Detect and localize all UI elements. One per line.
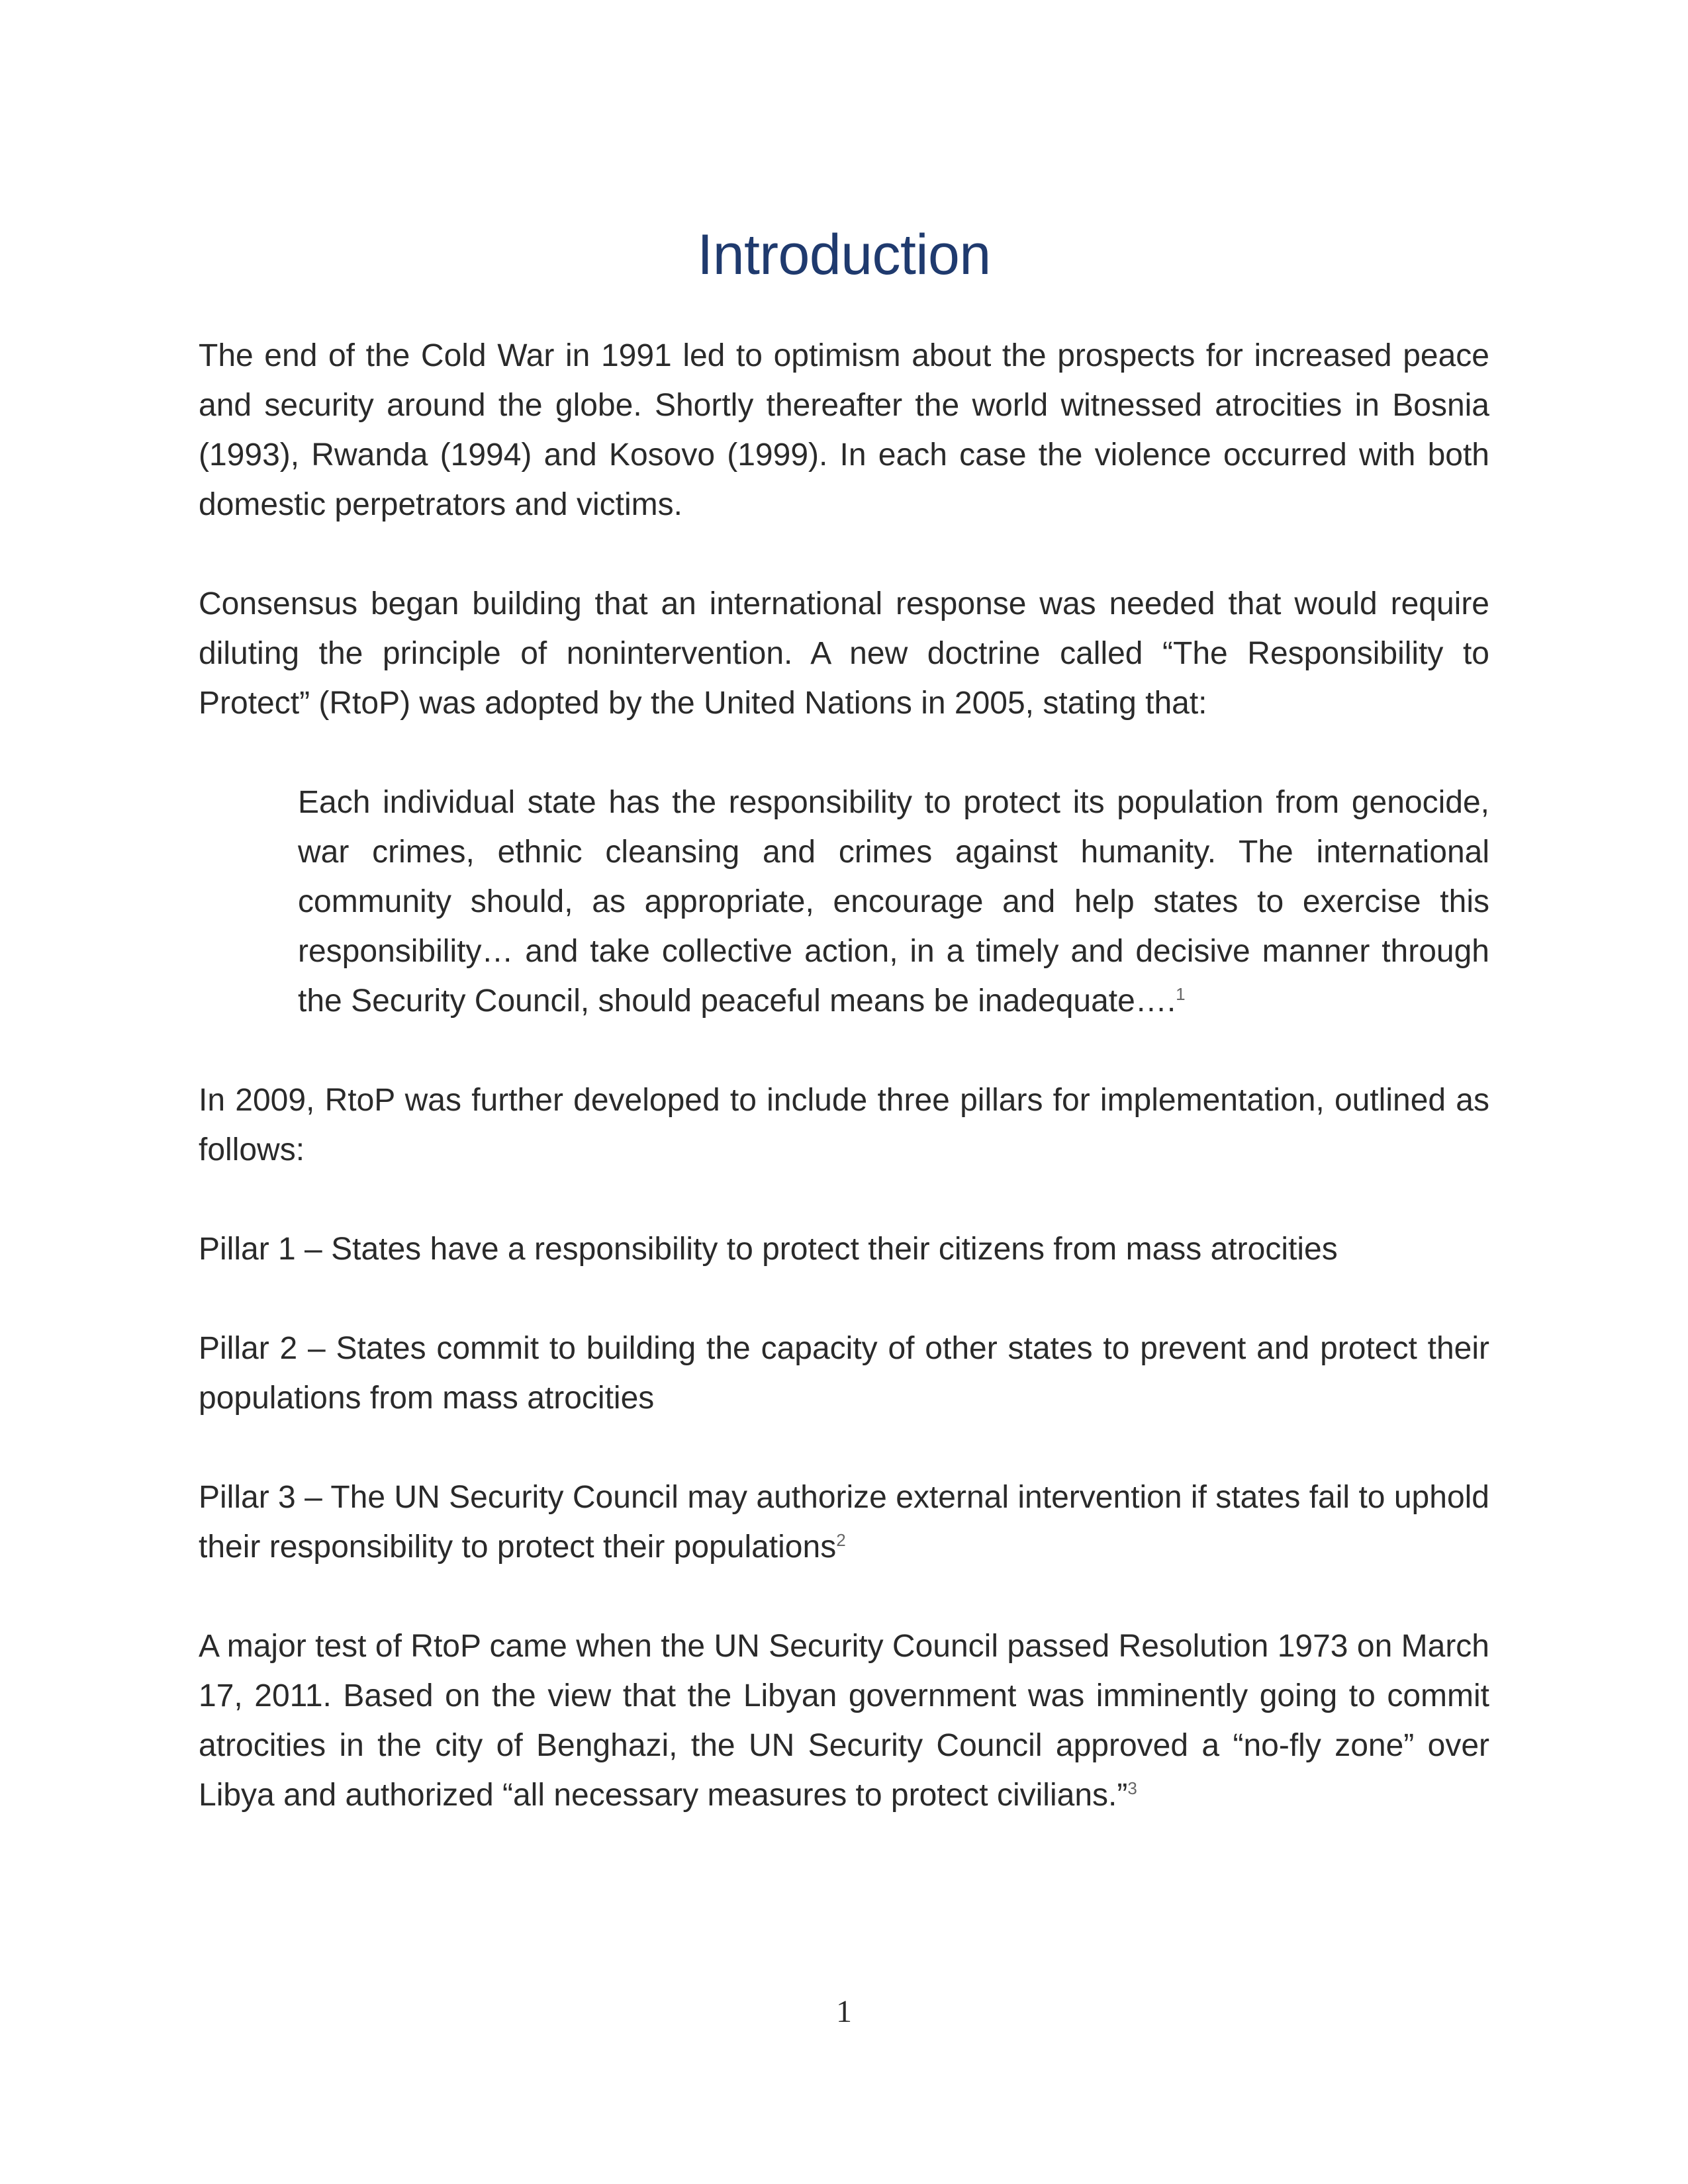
block-quote xyxy=(298,778,1489,1026)
page-number: 1 xyxy=(836,1994,852,2029)
page-title: Introduction xyxy=(697,223,991,287)
paragraph-libya xyxy=(199,1621,1489,1820)
paragraph-intro xyxy=(199,331,1489,529)
paragraph-consensus xyxy=(199,579,1489,728)
paragraph-pillars-intro-text: In 2009, RtoP was further developed to include three pillars for implementation, outlined as follows: xyxy=(199,1083,1489,1167)
pillar-3-text: Pillar 3 – The UN Security Council may authorize external intervention if states fail to uphold their responsibility to protect their populations xyxy=(199,1480,1489,1565)
paragraph-intro-text: The end of the Cold War in 1991 led to optimism about the prospects for increased peace and security around the globe. Shortly thereafter the world witnessed atrocities in Bosnia (1993), Rwanda (1994) and Kosovo (1999). In each case the violence occurred with both domestic perpetrators and victims. xyxy=(199,338,1489,522)
paragraph-libya-text: A major test of RtoP came when the UN Security Council passed Resolution 1973 on March 17, 2011. Based on the view that the Libyan government was imminently going to commit atrocities in the city of Benghazi, the UN Security Council approved a “no-fly zone” over Libya and authorized “all necessary measures to protect civilians.” xyxy=(199,1629,1489,1813)
pillar-2 xyxy=(199,1324,1489,1423)
pillar-3 xyxy=(199,1473,1489,1572)
footnote-marker-3[interactable]: 3 xyxy=(1127,1778,1137,1798)
footnote-marker-2[interactable]: 2 xyxy=(836,1530,846,1550)
paragraph-consensus-text: Consensus began building that an international response was needed that would require diluting the principle of nonintervention. A new doctrine called “The Responsibility to Protect” (RtoP) was adopted by the United Nations in 2005, stating that: xyxy=(199,586,1489,721)
pillar-1 xyxy=(199,1224,1489,1274)
block-quote-text: Each individual state has the responsibility to protect its population from genocide, war crimes, ethnic cleansing and crimes against humanity. The international community should, as appropriate, encourage and help states to exercise this responsibility… and take collective action, in a timely and decisive manner through the Security Council, should peaceful means be inadequate…. xyxy=(298,785,1489,1019)
footnote-marker-1[interactable]: 1 xyxy=(1176,984,1186,1004)
pillar-2-text: Pillar 2 – States commit to building the capacity of other states to prevent and protect their populations from mass atrocities xyxy=(199,1331,1489,1416)
pillar-1-text: Pillar 1 – States have a responsibility to protect their citizens from mass atrocities xyxy=(199,1232,1338,1267)
paragraph-pillars-intro xyxy=(199,1075,1489,1175)
